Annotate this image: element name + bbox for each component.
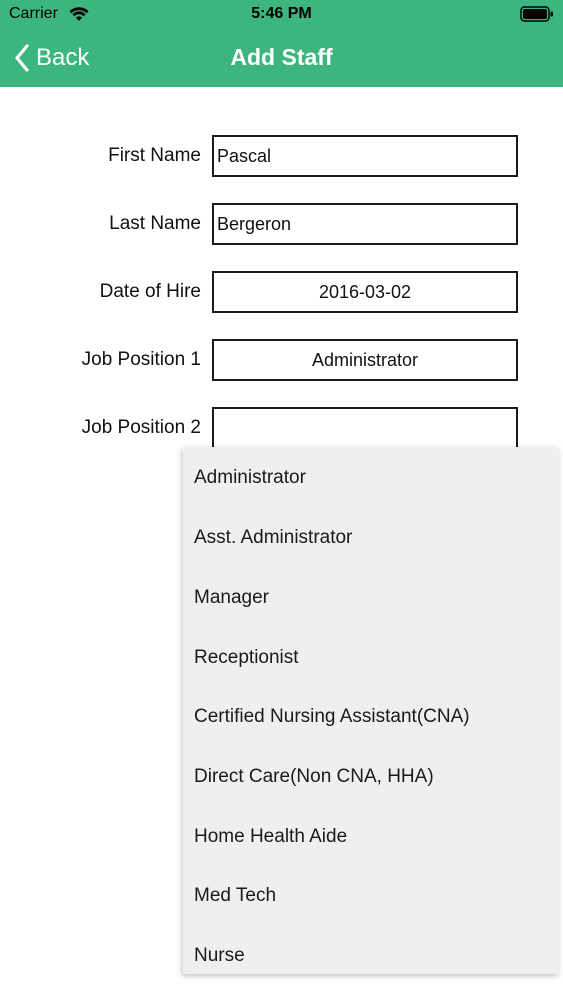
status-bar	[0, 0, 563, 30]
job-position-1-select[interactable]: Administrator	[212, 339, 518, 381]
job-position-2-label: Job Position 2	[81, 417, 201, 438]
dropdown-option-home-health-aide[interactable]	[183, 808, 559, 866]
dropdown-option-label: Certified Nursing Assistant(CNA)	[194, 706, 470, 727]
date-of-hire-picker[interactable]: 2016-03-02	[212, 271, 518, 313]
job-position-2-select[interactable]	[212, 407, 518, 449]
first-name-field[interactable]	[212, 135, 518, 177]
first-name-row	[0, 135, 563, 175]
dropdown-option-med-tech[interactable]	[183, 867, 559, 925]
dropdown-option-label: Nurse	[194, 945, 245, 966]
dropdown-option-receptionist[interactable]	[183, 629, 559, 687]
job-position-1-row	[0, 339, 563, 379]
carrier-label: Carrier	[9, 5, 58, 22]
job-position-1-label: Job Position 1	[81, 349, 201, 370]
job-position-2-row	[0, 407, 563, 447]
date-of-hire-row	[0, 271, 563, 311]
dropdown-option-label: Administrator	[194, 467, 306, 488]
dropdown-option-label: Asst. Administrator	[194, 527, 353, 548]
battery-icon	[520, 6, 554, 27]
dropdown-option-cna[interactable]	[183, 688, 559, 746]
last-name-field[interactable]	[212, 203, 518, 245]
dropdown-option-label: Home Health Aide	[194, 826, 348, 847]
clock: 5:46 PM	[251, 5, 312, 22]
dropdown-option-asst-administrator[interactable]	[183, 509, 559, 567]
page-title: Add Staff	[230, 44, 333, 70]
dropdown-option-label: Manager	[194, 587, 269, 608]
dropdown-option-label: Med Tech	[194, 885, 277, 906]
dropdown-option-administrator[interactable]	[183, 449, 559, 507]
dropdown-option-manager[interactable]	[183, 569, 559, 627]
dropdown-option-direct-care[interactable]	[183, 748, 559, 806]
last-name-row	[0, 203, 563, 243]
navigation-bar	[0, 30, 563, 87]
job-position-dropdown[interactable]	[183, 447, 559, 974]
back-label: Back	[36, 44, 90, 71]
dropdown-option-label: Direct Care(Non CNA, HHA)	[194, 766, 434, 787]
dropdown-option-nurse[interactable]	[183, 927, 559, 974]
dropdown-option-label: Receptionist	[194, 647, 299, 668]
dropdown-scrollbar[interactable]	[553, 461, 556, 521]
date-of-hire-label: Date of Hire	[99, 281, 201, 302]
first-name-label: First Name	[108, 145, 201, 166]
last-name-label: Last Name	[109, 213, 201, 234]
